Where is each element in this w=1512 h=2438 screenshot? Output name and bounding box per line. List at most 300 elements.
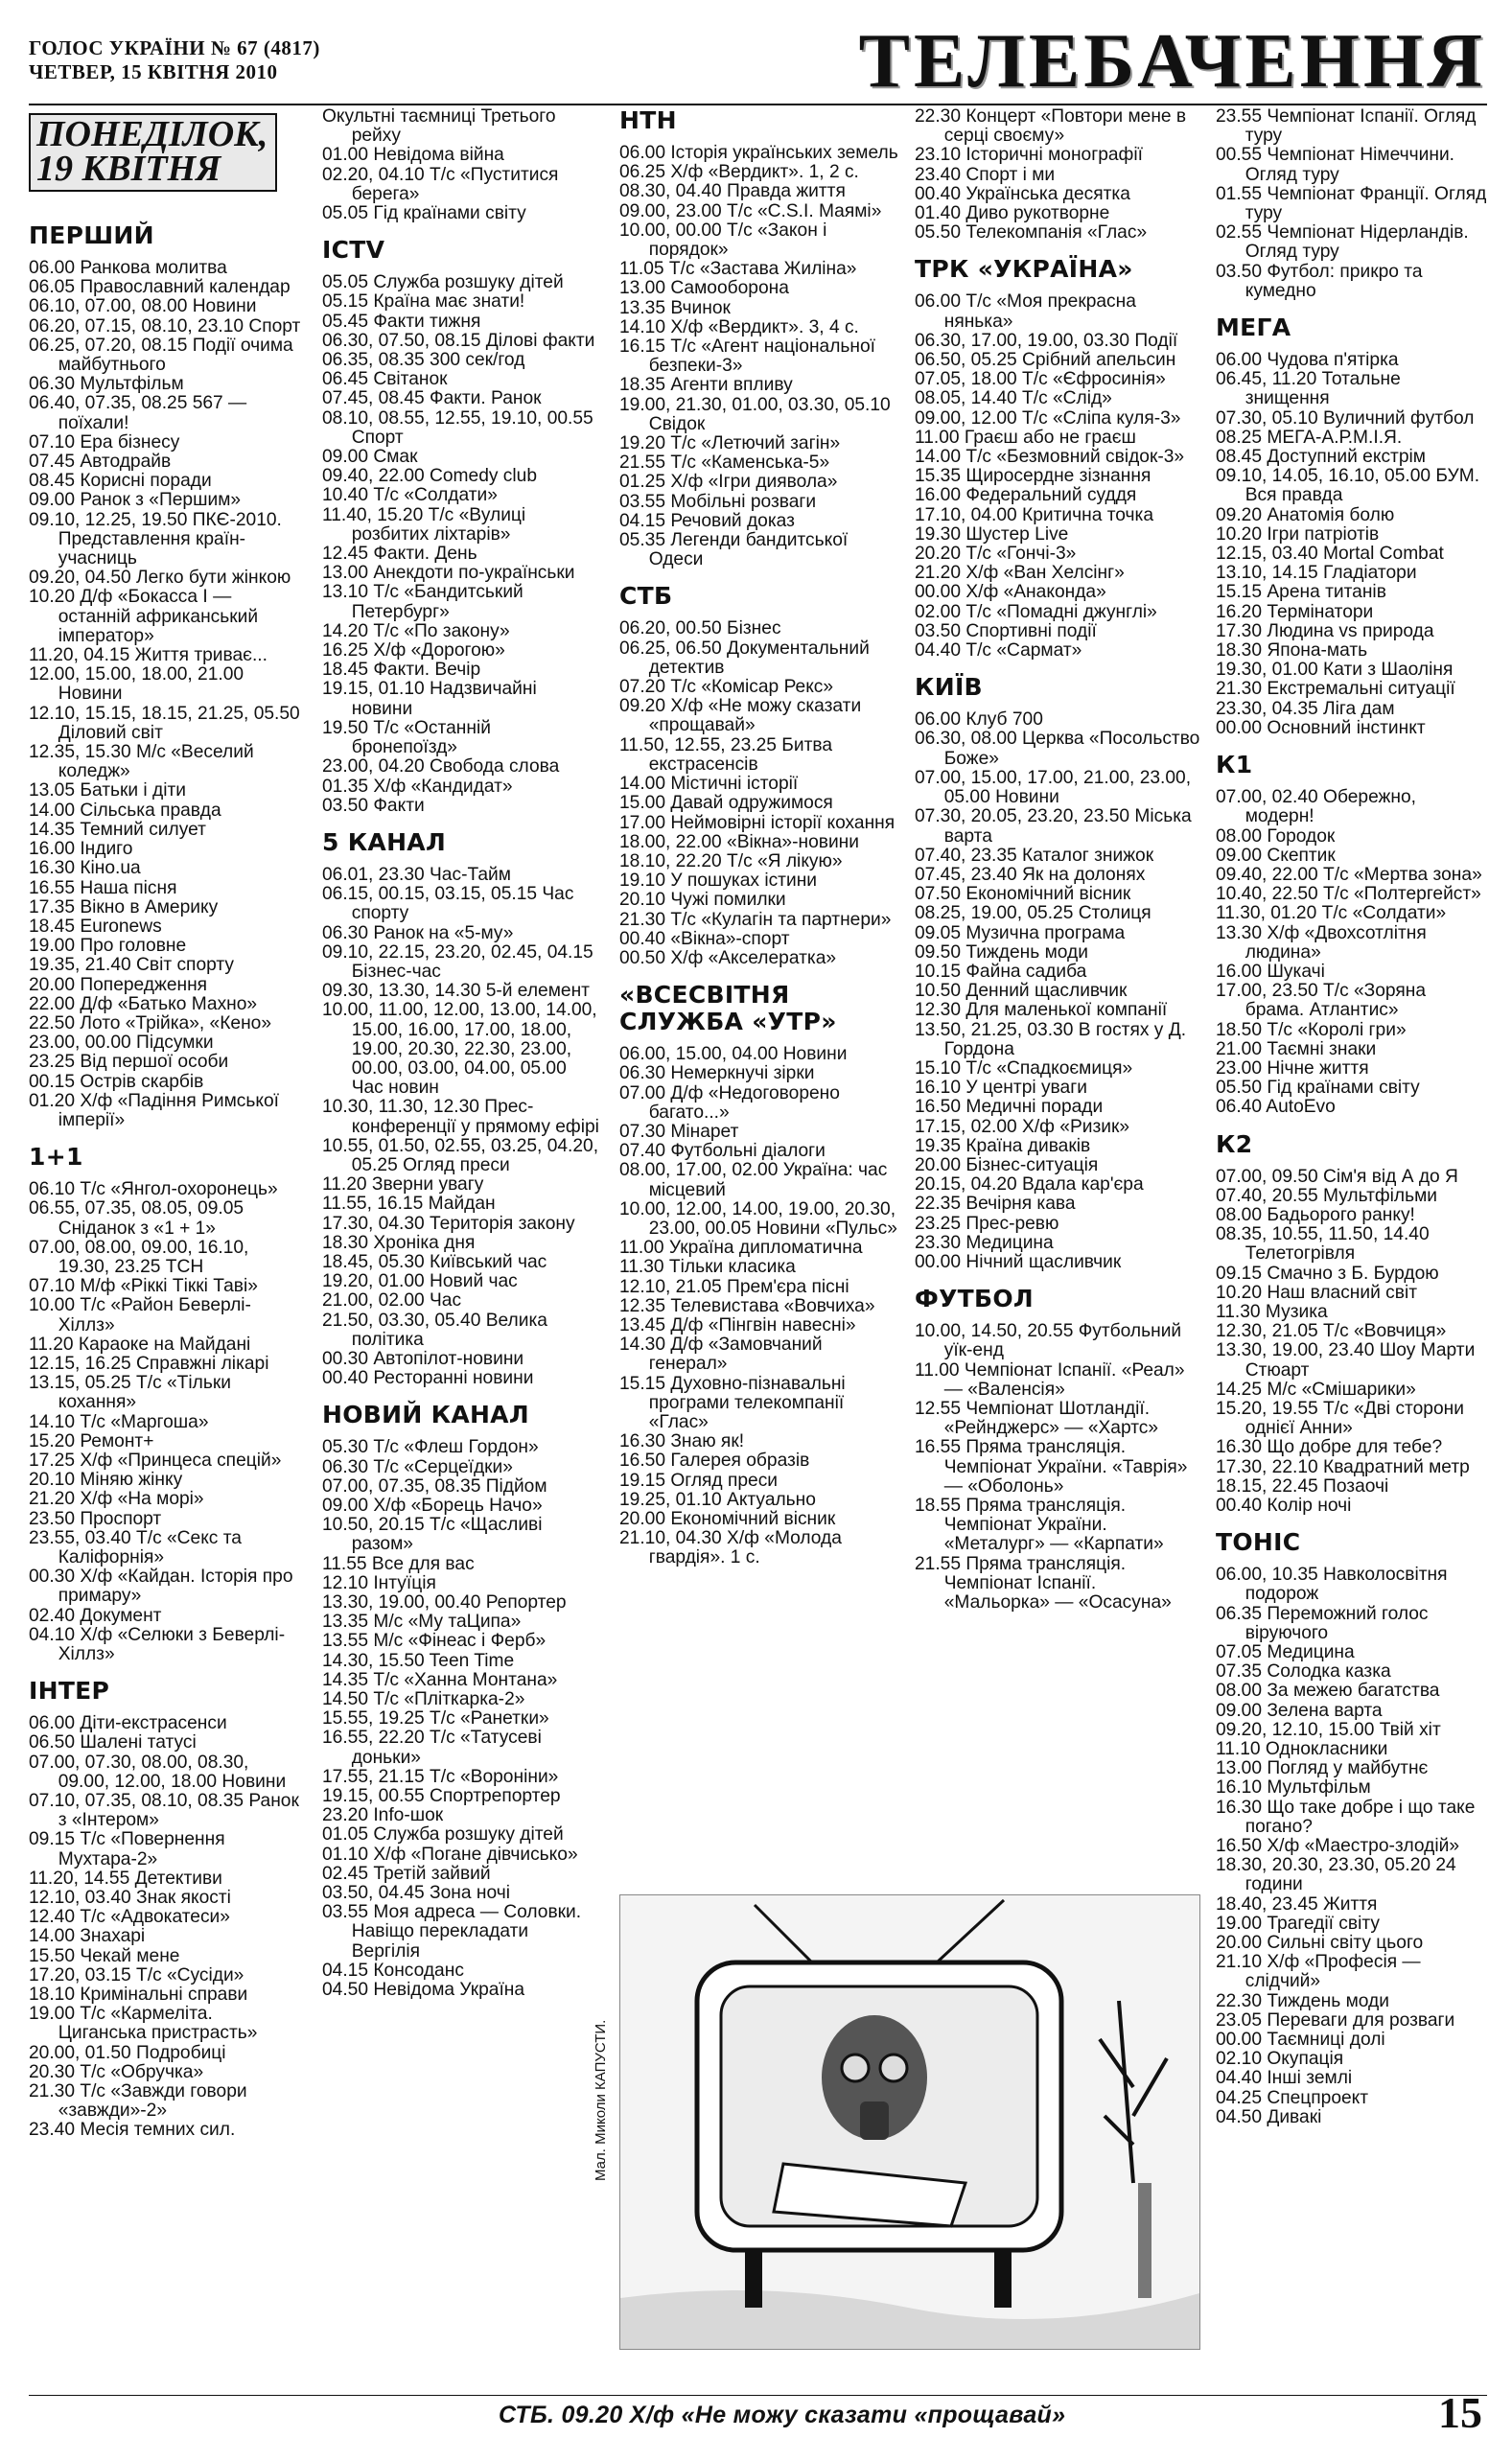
program-item: 10.55, 01.50, 02.55, 03.25, 04.20, 05.25 Огляд преси (322, 1135, 599, 1175)
program-item: 06.00 Чудова п'ятірка (1216, 350, 1399, 371)
program-item: 12.10, 03.40 Знак якості (29, 1888, 231, 1909)
program-item: 20.30 Т/с «Обручка» (29, 2061, 204, 2082)
program-item: 00.50 Х/ф «Акселератка» (619, 947, 837, 968)
program-item: 06.00 Діти-екстрасенси (29, 1713, 227, 1734)
program-item: 11.20, 14.55 Детективи (29, 1868, 222, 1889)
column-2 (322, 107, 600, 2000)
program-item: 01.35 Х/ф «Кандидат» (322, 776, 513, 797)
program-item: 00.00 Х/ф «Анаконда» (915, 582, 1106, 603)
program-item: 16.55 Наша пісня (29, 877, 177, 898)
column-5 (1216, 107, 1487, 2127)
program-item: 10.00, 11.00, 12.00, 13.00, 14.00, 15.00, 16.00, 17.00, 18.00, 19.00, 20.30, 22.30, 23.00, 00.00, 03.00, 04.00, 05.00 Час новин (322, 1000, 597, 1099)
program-item: 21.55 Пряма трансляція. Чемпіонат Іспанії. «Мальорка» — «Осасуна» (915, 1553, 1172, 1614)
program-item: 23.00, 00.00 Підсумки (29, 1033, 214, 1054)
program-item: 06.30, 07.50, 08.15 Ділові факти (322, 330, 595, 351)
program-item: 19.20 Т/с «Летючий загін» (619, 433, 841, 454)
program-item: 10.20 Ігри патріотів (1216, 523, 1380, 545)
program-item: 06.40, 07.35, 08.25 567 — поїхали! (29, 393, 247, 433)
program-item: 16.50 Медичні поради (915, 1097, 1104, 1118)
program-item: 17.30 Людина vs природа (1216, 620, 1434, 641)
program-item: 16.00 Федеральний суддя (915, 485, 1137, 506)
program-item: 09.00, 12.00 Т/с «Сліпа куля-3» (915, 407, 1181, 429)
program-item: 15.55, 19.25 Т/с «Ранетки» (322, 1708, 549, 1730)
program-item: 06.00 Ранкова молитва (29, 258, 227, 278)
program-item: 16.10 Мультфільм (1216, 1777, 1371, 1799)
program-item: 00.00 Основний інстинкт (1216, 717, 1426, 738)
program-item: 12.30 Для маленької компанії (915, 1000, 1168, 1021)
program-item: 10.20 Д/ф «Бокасса I — останній африканський імператор» (29, 587, 259, 646)
program-item: 18.45 Факти. Вечір (322, 660, 481, 681)
program-item: 16.30 Знаю як! (619, 1431, 745, 1452)
program-item: 06.00 Клуб 700 (915, 709, 1043, 731)
program-item: 02.55 Чемпіонат Нідерландів. Огляд туру (1216, 222, 1469, 263)
program-item: 09.05 Музична програма (915, 922, 1126, 943)
program-item: 23.00, 04.20 Свобода слова (322, 756, 560, 778)
program-item: 07.05, 18.00 Т/с «Єфросинія» (915, 369, 1166, 390)
program-item: 23.20 Info-шок (322, 1805, 444, 1826)
program-item: 07.10 М/ф «Ріккі Тіккі Таві» (29, 1276, 258, 1297)
program-item: 05.15 Країна має знати! (322, 291, 525, 313)
program-item: 11.20 Караоке на Майдані (29, 1334, 251, 1355)
program-item: 05.05 Служба розшуку дітей (322, 272, 564, 293)
program-item: 01.25 Х/ф «Ігри диявола» (619, 472, 838, 493)
program-item: 10.30, 11.30, 12.30 Прес-конференції у прямому ефірі (322, 1097, 599, 1137)
program-item: 16.50 Х/ф «Маестро-злодій» (1216, 1836, 1460, 1857)
channel-heading: 5 КАНАЛ (322, 827, 447, 856)
program-item: 06.30, 08.00 Церква «Посольство Боже» (915, 729, 1200, 769)
program-item: 14.00 Т/с «Безмовний свідок-3» (915, 447, 1185, 468)
program-item: 16.55 Пряма трансляція. Чемпіонат України. «Таврія» — «Оболонь» (915, 1437, 1188, 1497)
program-item: 15.50 Чекай мене (29, 1945, 180, 1966)
program-item: 23.30 Медицина (915, 1232, 1054, 1253)
program-item: 17.15, 02.00 Х/ф «Ризик» (915, 1116, 1130, 1137)
program-item: 21.50, 03.30, 05.40 Велика політика (322, 1310, 547, 1350)
program-item: 11.00 Граєш або не граєш (915, 427, 1136, 448)
column-1 (29, 107, 303, 2141)
program-item: 12.35 Телевистава «Вовчиха» (619, 1295, 875, 1316)
program-item: 06.55, 07.35, 08.05, 09.05 Сніданок з «1 + 1» (29, 1198, 244, 1239)
program-item: 17.20, 03.15 Т/с «Сусіди» (29, 1964, 244, 1985)
program-item: 11.30 Тільки класика (619, 1257, 796, 1278)
program-item: 14.00 Сільська правда (29, 800, 221, 821)
program-item: 21.00 Таємні знаки (1216, 1038, 1377, 1059)
program-item: 19.15, 00.55 Спортрепортер (322, 1786, 561, 1807)
program-item: 14.30, 15.50 Teen Time (322, 1650, 515, 1671)
program-item: 18.45, 05.30 Київський час (322, 1251, 547, 1272)
program-item: 09.20 Х/ф «Не можу сказати «прощавай» (619, 696, 862, 736)
program-item: 15.00 Давай одружимося (619, 793, 833, 814)
channel-heading: ПЕРШИЙ (29, 221, 154, 249)
program-item: 10.00, 14.50, 20.55 Футбольний уїк-енд (915, 1321, 1182, 1361)
program-item: 19.00, 21.30, 01.00, 03.30, 05.10 Свідок (619, 394, 891, 434)
program-item: 00.40 Українська десятка (915, 183, 1130, 204)
program-item: 11.40, 15.20 Т/с «Вулиці розбитих ліхтарів» (322, 504, 526, 545)
program-item: 21.00, 02.00 Час (322, 1290, 462, 1312)
channel-heading: 1+1 (29, 1143, 83, 1172)
program-item: 07.00, 02.40 Обережно, модерн! (1216, 787, 1416, 827)
program-item: 02.00 Т/с «Помадні джунглі» (915, 601, 1157, 622)
program-item: 07.05 Медицина (1216, 1642, 1355, 1663)
program-item: 03.50 Спортивні події (915, 620, 1097, 641)
program-item: 00.15 Острів скарбів (29, 1071, 204, 1092)
program-item: 01.20 Х/ф «Падіння Римської імперії» (29, 1090, 280, 1130)
program-item: 06.00, 15.00, 04.00 Новини (619, 1044, 848, 1065)
program-item: 13.00 Погляд у майбутнє (1216, 1758, 1429, 1779)
program-item: 06.05 Православний календар (29, 277, 291, 298)
program-item: 17.35 Вікно в Америку (29, 896, 219, 917)
day-heading (29, 113, 277, 192)
program-item: 06.10 Т/с «Янгол-охоронець» (29, 1179, 278, 1200)
channel-heading: К1 (1216, 751, 1253, 779)
footer-highlight: СТБ. 09.20 Х/ф «Не можу сказати «прощавай» (499, 2402, 1066, 2428)
header-rule (29, 104, 1487, 105)
program-item: 06.30 Т/с «Серцеїдки» (322, 1456, 513, 1477)
program-item: 12.45 Факти. День (322, 544, 477, 565)
program-item: 17.30, 04.30 Територія закону (322, 1213, 575, 1234)
program-item: 11.10 Однокласники (1216, 1739, 1388, 1760)
program-item: 09.00, 23.00 Т/с «C.S.I. Маямі» (619, 200, 882, 221)
program-item: 20.00 Сильні світу цього (1216, 1933, 1424, 1954)
program-item: 06.30 Немеркнучі зірки (619, 1063, 815, 1084)
program-item: 09.00 Ранок з «Першим» (29, 490, 242, 511)
program-item: 19.25, 01.10 Актуально (619, 1489, 816, 1510)
program-item: 20.00 Економічний вісник (619, 1509, 836, 1529)
column-3 (619, 107, 901, 1568)
program-item: 09.20 Анатомія болю (1216, 504, 1395, 525)
program-item: 08.45 Корисні поради (29, 471, 212, 492)
program-item: 16.00 Шукачі (1216, 961, 1325, 982)
program-item: 06.00 Історія українських земель (619, 143, 898, 163)
program-item: 15.10 Т/с «Спадкоємиця» (915, 1057, 1133, 1079)
program-item: 07.30, 20.05, 23.20, 23.50 Міська варта (915, 806, 1192, 847)
program-item: 12.00, 15.00, 18.00, 21.00 Новини (29, 664, 244, 705)
program-item: 05.05 Гід країнами світу (322, 203, 526, 224)
channel-heading: ІНТЕР (29, 1677, 110, 1706)
channel-heading: СТБ (619, 582, 673, 611)
program-item: 07.00, 07.30, 08.00, 08.30, 09.00, 12.00, 18.00 Новини (29, 1752, 287, 1792)
program-item: 06.00, 10.35 Навколосвітня подорож (1216, 1565, 1448, 1605)
program-item: 12.15, 16.25 Справжні лікарі (29, 1353, 269, 1374)
program-item: 04.15 Речовий доказ (619, 510, 795, 531)
program-item: 13.30 Х/ф «Двохсотлітня людина» (1216, 922, 1427, 963)
program-item: 06.45, 11.20 Тотальне знищення (1216, 369, 1401, 409)
program-item: 00.30 Автопілот-новини (322, 1348, 524, 1369)
cartoon-illustration (619, 1894, 1200, 2350)
program-item: 15.20 Ремонт+ (29, 1430, 154, 1451)
program-item: 07.45, 08.45 Факти. Ранок (322, 388, 542, 409)
program-item: 20.00, 01.50 Подробиці (29, 2042, 226, 2063)
program-item: 12.35, 15.30 М/с «Веселий коледж» (29, 742, 254, 782)
program-item: 05.45 Факти тижня (322, 311, 481, 332)
channel-heading: ФУТБОЛ (915, 1285, 1034, 1313)
program-item: 07.40 Футбольні діалоги (619, 1141, 826, 1162)
program-item: 20.10 Міняю жінку (29, 1470, 183, 1491)
program-item: 10.50, 20.15 Т/с «Щасливі разом» (322, 1515, 543, 1555)
program-item: 13.50, 21.25, 03.30 В гостях у Д. Гордона (915, 1019, 1187, 1059)
program-item: 17.00 Неймовірні історії кохання (619, 812, 896, 833)
program-item: 02.10 Окупація (1216, 2049, 1344, 2070)
program-item: 09.00 Скептик (1216, 845, 1336, 866)
program-item: 18.30 Япона-мать (1216, 640, 1368, 662)
program-item: 18.10, 22.20 Т/с «Я лікую» (619, 850, 843, 871)
program-item: 22.30 Концерт «Повтори мене в серці своєму» (915, 106, 1187, 147)
program-item: 06.35, 08.35 300 сек/год (322, 350, 525, 371)
program-item: 19.00 Про головне (29, 936, 187, 957)
program-item: 12.30, 21.05 Т/с «Вовчиця» (1216, 1321, 1447, 1342)
program-item: 04.15 Консоданс (322, 1960, 464, 1981)
program-item: 05.35 Легенди бандитської Одеси (619, 530, 849, 570)
program-item: 00.40 Колір ночі (1216, 1496, 1352, 1516)
program-item: 04.10 Х/ф «Селюки з Беверлі-Хіллз» (29, 1624, 286, 1665)
program-item: 11.55 Все для вас (322, 1553, 475, 1574)
program-item: 23.55, 03.40 Т/с «Секс та Каліфорнія» (29, 1527, 242, 1567)
program-item: 11.50, 12.55, 23.25 Битва екстрасенсів (619, 734, 833, 775)
program-item: 06.25, 06.50 Документальний детектив (619, 638, 870, 678)
program-item: 07.40, 23.35 Каталог знижок (915, 845, 1154, 866)
program-item: 19.20, 01.00 Новий час (322, 1271, 518, 1292)
channel-heading: НТН (619, 106, 677, 134)
program-item: 20.00 Бізнес-ситуація (915, 1154, 1099, 1175)
program-item: 21.30 Т/с «Кулагін та партнери» (619, 909, 892, 930)
program-item: 03.50, 04.45 Зона ночі (322, 1883, 510, 1904)
program-item: 13.05 Батьки і діти (29, 780, 186, 801)
program-item: 18.40, 23.45 Життя (1216, 1893, 1378, 1915)
program-item: 16.30 Що таке добре і що таке погано? (1216, 1797, 1476, 1837)
program-item: 01.10 Х/ф «Погане дівчисько» (322, 1844, 578, 1865)
program-item: 11.20, 04.15 Життя триває... (29, 645, 268, 666)
program-item: 04.40 Т/с «Сармат» (915, 640, 1082, 662)
program-item: 10.00, 00.00 Т/с «Закон і порядок» (619, 220, 827, 261)
program-item: 19.00 Т/с «Кармеліта. Циганська пристрасть» (29, 2004, 258, 2044)
issue-line: ГОЛОС УКРАЇНИ № 67 (4817) (29, 36, 320, 59)
program-item: 06.50, 05.25 Срібний апельсин (915, 350, 1176, 371)
program-item: 14.35 Т/с «Ханна Монтана» (322, 1669, 558, 1690)
program-item: 12.55 Чемпіонат Шотландії. «Рейнджерс» — «Хартс» (915, 1398, 1159, 1439)
program-item: 00.40 Ресторанні новини (322, 1368, 534, 1389)
program-item: 06.25, 07.20, 08.15 Події очима майбутнього (29, 335, 293, 376)
program-item: 19.50 Т/с «Останній бронепоїзд» (322, 717, 491, 758)
program-item: 08.10, 08.55, 12.55, 19.10, 00.55 Спорт (322, 407, 593, 448)
program-item: 16.25 Х/ф «Дорогою» (322, 640, 505, 662)
program-item: 09.50 Тиждень моди (915, 941, 1088, 963)
program-item: 12.10, 15.15, 18.15, 21.25, 05.50 Діловий світ (29, 703, 300, 743)
program-item: 11.05 Т/с «Застава Жиліна» (619, 259, 857, 280)
program-item: 15.35 Щиросердне зізнання (915, 466, 1151, 487)
program-item: 16.20 Термінатори (1216, 601, 1374, 622)
program-item: 06.25 Х/ф «Вердикт». 1, 2 с. (619, 162, 859, 183)
program-item: 11.00 Чемпіонат Іспанії. «Реал» — «Валенсія» (915, 1359, 1185, 1400)
program-item: 09.10, 12.25, 19.50 ПКЄ-2010. Представлення країн-учасниць (29, 509, 282, 569)
program-item: 12.40 Т/с «Адвокатеси» (29, 1907, 230, 1928)
program-item: 04.40 Інші землі (1216, 2068, 1353, 2089)
program-item: 07.50 Економічний вісник (915, 884, 1131, 905)
program-item: 18.10 Кримінальні справи (29, 1985, 248, 2006)
program-item: 13.10 Т/с «Бандитський Петербург» (322, 582, 523, 622)
program-item: 21.30 Т/с «Завжди говори «завжди»-2» (29, 2081, 247, 2122)
program-item: 20.20 Т/с «Гончі-3» (915, 544, 1077, 565)
program-item: 11.55, 16.15 Майдан (322, 1194, 496, 1215)
program-item: 13.15, 05.25 Т/с «Тільки кохання» (29, 1373, 231, 1413)
program-item: 23.30, 04.35 Ліга дам (1216, 698, 1395, 719)
program-item: 22.50 Лото «Трійка», «Кено» (29, 1012, 272, 1033)
program-item: 15.15 Духовно-пізнавальні програми телекомпанії «Глас» (619, 1373, 846, 1432)
program-item: 11.30 Музика (1216, 1301, 1328, 1322)
channel-heading: К2 (1216, 1129, 1253, 1158)
program-item: 21.20 Х/ф «Ван Хелсінг» (915, 563, 1125, 584)
program-item: 00.00 Нічний щасливчик (915, 1251, 1122, 1272)
program-item: 09.15 Т/с «Повернення Мухтара-2» (29, 1829, 225, 1869)
program-item: 22.35 Вечірня кава (915, 1194, 1076, 1215)
illustration-credit: Мал. Миколи КАПУСТИ. (593, 2019, 609, 2181)
program-item: 07.30 Мінарет (619, 1121, 739, 1142)
program-item: 17.55, 21.15 Т/с «Вороніни» (322, 1766, 559, 1787)
program-item: 07.40, 20.55 Мультфільми (1216, 1185, 1438, 1206)
program-item: 23.40 Спорт і ми (915, 164, 1056, 185)
program-item: 16.15 Т/с «Агент національної безпеки-3» (619, 337, 876, 377)
program-item: 18.45 Euronews (29, 916, 162, 937)
program-item: 18.30, 20.30, 23.30, 05.20 24 години (1216, 1855, 1456, 1895)
program-item: 06.20, 00.50 Бізнес (619, 618, 781, 639)
program-item: 07.45, 23.40 Як на долонях (915, 864, 1146, 885)
program-item: 07.10, 07.35, 08.10, 08.35 Ранок з «Інтером» (29, 1791, 299, 1831)
program-item: 21.10 Х/ф «Професія — слідчий» (1216, 1952, 1421, 1992)
channel-heading: ТРК «УКРАЇНА» (915, 255, 1133, 284)
program-item: 12.10 Інтуїція (322, 1572, 436, 1593)
program-item: 06.01, 23.30 Час-Тайм (322, 864, 511, 885)
program-item: 10.00, 12.00, 14.00, 19.00, 20.30, 23.00, 00.05 Новини «Пульс» (619, 1198, 897, 1239)
program-item: 13.00 Анекдоти по-українськи (322, 563, 575, 584)
program-item: 06.30, 17.00, 19.00, 03.30 Події (915, 330, 1178, 351)
program-item: 21.30 Екстремальні ситуації (1216, 679, 1455, 700)
program-item: 07.20 Т/с «Комісар Рекс» (619, 677, 834, 698)
program-item: 09.40, 22.00 Comedy club (322, 466, 538, 487)
program-item: 02.20, 04.10 Т/с «Пуститися берега» (322, 164, 559, 204)
program-item: 10.20 Наш власний світ (1216, 1282, 1418, 1303)
program-item: 14.25 М/с «Смішарики» (1216, 1379, 1416, 1400)
program-item: 00.30 Х/ф «Кайдан. Історія про примару» (29, 1567, 293, 1607)
program-item: 13.35 М/с «Му таЦипа» (322, 1612, 522, 1633)
program-item: 09.40, 22.00 Т/с «Мертва зона» (1216, 864, 1482, 885)
program-item: 09.20, 12.10, 15.00 Твій хіт (1216, 1719, 1441, 1740)
program-item: 14.10 Т/с «Маргоша» (29, 1411, 209, 1432)
program-item: 07.35 Солодка казка (1216, 1661, 1391, 1683)
program-item: 20.15, 04.20 Вдала кар'єра (915, 1174, 1144, 1196)
masthead (29, 36, 320, 84)
program-item: 20.00 Попередження (29, 974, 208, 995)
program-item: 09.10, 14.05, 16.10, 05.00 БУМ. Вся правда (1216, 466, 1480, 506)
program-item: 13.00 Самооборона (619, 278, 789, 299)
program-item: 19.10 У пошуках істини (619, 871, 818, 892)
program-item: 21.55 Т/с «Каменська-5» (619, 453, 830, 474)
day-date: 19 КВІТНЯ (36, 149, 221, 189)
program-item: 03.50 Футбол: прикро та кумедно (1216, 261, 1423, 301)
program-item: 06.15, 00.15, 03.15, 05.15 Час спорту (322, 884, 574, 924)
program-item: 10.50 Денний щасливчик (915, 981, 1128, 1002)
program-item: 18.35 Агенти впливу (619, 375, 793, 396)
program-item: 14.20 Т/с «По закону» (322, 620, 510, 641)
program-item: 23.05 Переваги для розваги (1216, 2009, 1455, 2031)
program-item: 08.30, 04.40 Правда життя (619, 181, 846, 202)
program-item: 08.05, 14.40 Т/с «Слід» (915, 388, 1112, 409)
program-item: 06.45 Світанок (322, 369, 448, 390)
program-item: 01.05 Служба розшуку дітей (322, 1824, 564, 1846)
program-item: 02.45 Третій зайвий (322, 1863, 491, 1884)
program-item: 14.00 Знахарі (29, 1926, 146, 1947)
channel-heading: ICTV (322, 236, 385, 265)
program-item: 16.50 Галерея образів (619, 1451, 810, 1472)
program-item: 07.45 Автодрайв (29, 452, 172, 473)
program-item: 08.00 Городок (1216, 825, 1336, 847)
program-item: 18.15, 22.45 Позаочі (1216, 1475, 1389, 1497)
program-item: 06.30 Ранок на «5-му» (322, 922, 514, 943)
program-item: 11.00 Україна дипломатична (619, 1238, 863, 1259)
program-item: 06.00 Т/с «Моя прекрасна нянька» (915, 291, 1136, 332)
program-item: 15.15 Арена титанів (1216, 582, 1386, 603)
program-item: 18.55 Пряма трансляція. Чемпіонат України. «Металург» — «Карпати» (915, 1496, 1164, 1555)
program-item: 04.50 Дивакі (1216, 2106, 1322, 2127)
program-item: 13.30, 19.00, 23.40 Шоу Марти Стюарт (1216, 1340, 1476, 1381)
program-item: 07.00 Д/ф «Недоговорено багато...» (619, 1082, 840, 1123)
program-item: 08.00 За межею багатства (1216, 1681, 1440, 1702)
program-item: 22.00 Д/ф «Батько Махно» (29, 993, 258, 1014)
program-item: 18.30 Хроніка дня (322, 1232, 476, 1253)
date-line: ЧЕТВЕР, 15 КВІТНЯ 2010 (29, 60, 278, 83)
program-item: 05.50 Гід країнами світу (1216, 1078, 1420, 1099)
program-item: 11.20 Зверни увагу (322, 1174, 484, 1196)
program-item: 12.10, 21.05 Прем'єра пісні (619, 1276, 849, 1297)
program-item: 10.40 Т/с «Солдати» (322, 485, 498, 506)
program-item: 09.20, 04.50 Легко бути жінкою (29, 568, 291, 589)
program-item: 08.00 Бадьорого ранку! (1216, 1204, 1415, 1225)
program-item: 19.35, 21.40 Світ спорту (29, 955, 234, 976)
program-item: 14.10 Х/ф «Вердикт». 3, 4 с. (619, 316, 859, 337)
program-item: 15.20, 19.55 Т/с «Дві сторони однієї Анни» (1216, 1398, 1464, 1439)
program-item: 21.10, 04.30 Х/ф «Молода гвардія». 1 с. (619, 1528, 842, 1568)
program-item: 07.00, 15.00, 17.00, 21.00, 23.00, 05.00 Новини (915, 767, 1192, 808)
program-item: 01.55 Чемпіонат Франції. Огляд туру (1216, 183, 1487, 224)
program-item: 23.25 Від першої особи (29, 1052, 229, 1073)
footer-rule (29, 2395, 1487, 2396)
program-item: 07.00, 09.50 Сім'я від А до Я (1216, 1166, 1458, 1187)
program-item: 02.40 Документ (29, 1605, 162, 1626)
program-item: 13.45 Д/ф «Пінгвін навесні» (619, 1314, 856, 1335)
program-item: 21.20 Х/ф «На морі» (29, 1489, 204, 1510)
program-item: 23.40 Месія темних сил. (29, 2120, 236, 2141)
program-item: 03.50 Факти (322, 795, 425, 816)
program-item: 04.50 Невідома Україна (322, 1980, 525, 2001)
program-item: 08.00, 17.00, 02.00 Україна: час місцевий (619, 1160, 888, 1200)
program-item: 19.00 Трагедії світу (1216, 1913, 1380, 1934)
program-item: 06.50 Шалені татусі (29, 1732, 197, 1753)
program-item: 08.25, 19.00, 05.25 Столиця (915, 903, 1151, 924)
program-item: 09.15 Смачно з Б. Бурдою (1216, 1263, 1439, 1284)
program-item: Окультні таємниці Третього рейху (322, 106, 556, 147)
program-item: 13.35 Вчинок (619, 297, 731, 318)
program-item: 03.55 Моя адреса — Соловки. Навіщо перекладати Вергілія (322, 1902, 582, 1962)
program-item: 00.55 Чемпіонат Німеччини. Огляд туру (1216, 145, 1454, 185)
program-item: 13.55 М/с «Фінеас і Ферб» (322, 1631, 547, 1652)
program-item: 17.00, 23.50 Т/с «Зоряна брама. Атлантис» (1216, 981, 1427, 1021)
program-item: 19.15, 01.10 Надзвичайні новини (322, 679, 537, 719)
program-item: 14.50 Т/с «Пліткарка-2» (322, 1689, 525, 1710)
program-item: 18.50 Т/с «Королі гри» (1216, 1019, 1407, 1040)
program-item: 10.40, 22.50 Т/с «Полтергейст» (1216, 884, 1481, 905)
program-item: 20.10 Чужі помилки (619, 890, 786, 911)
program-item: 00.00 Таємниці долі (1216, 2030, 1385, 2051)
program-item: 05.50 Телекомпанія «Глас» (915, 222, 1148, 244)
program-item: 07.30, 05.10 Вуличний футбол (1216, 407, 1475, 429)
program-item: 13.30, 19.00, 00.40 Репортер (322, 1592, 567, 1614)
